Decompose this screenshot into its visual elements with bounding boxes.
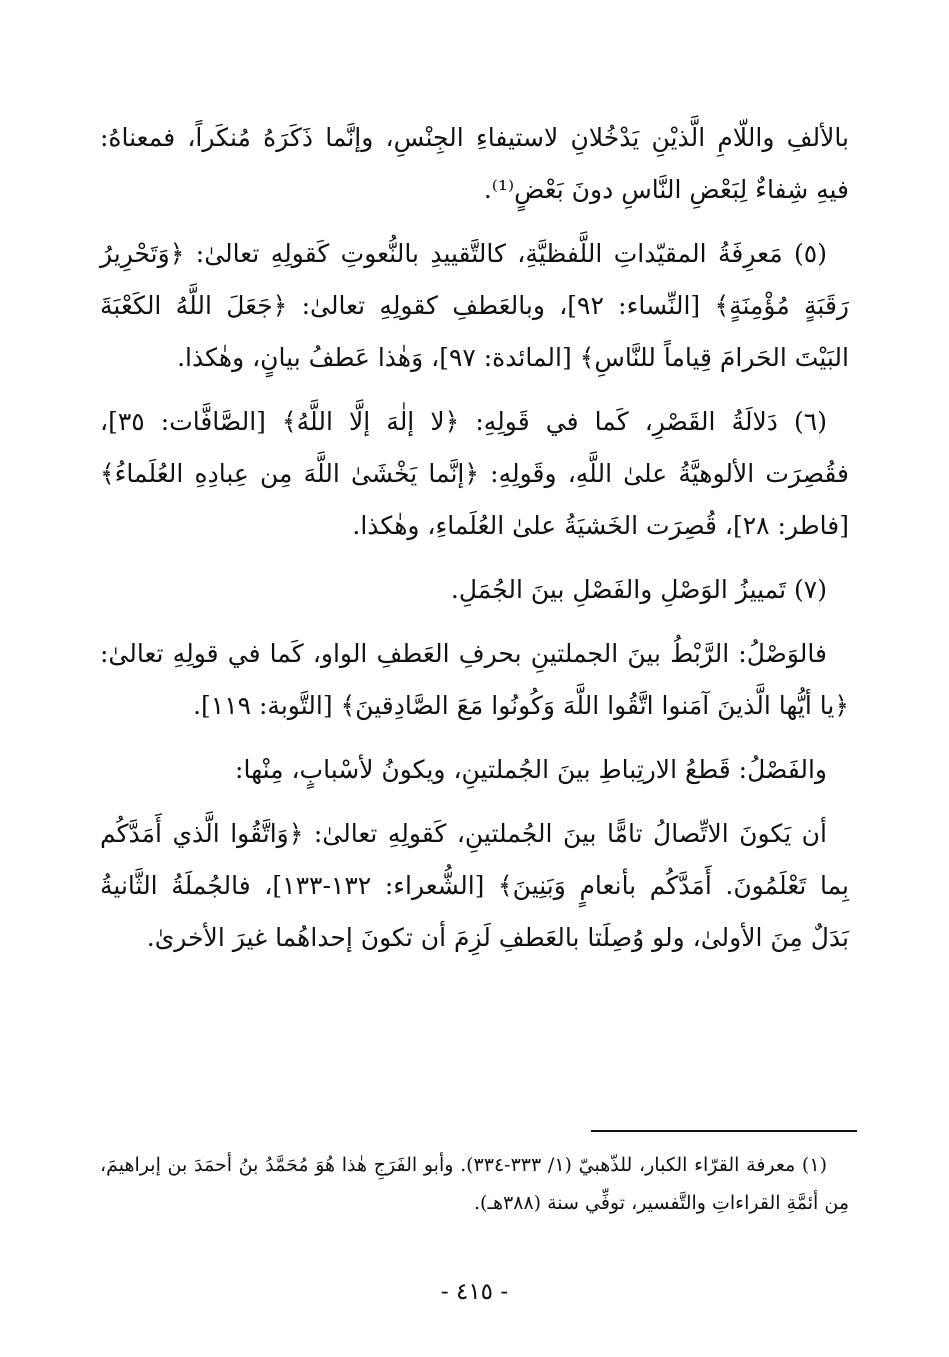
paragraph-1: بالألفِ واللّامِ الَّذيْنِ يَدْخُلانِ لاستيفاءِ الجِنْسِ، وإنَّما ذَكَرَهُ مُنكَراً، فمعناهُ: فيهِ شِفاءٌ لِبَعْضِ النَّاسِ دونَ بَعْضٍ⁽¹⁾. <box>100 123 849 204</box>
paragraph-7: أن يَكونَ الاتِّصالُ تامًّا بينَ الجُملتينِ، كَقولِهِ تعالىٰ: ﴿وَاتَّقُوا الَّذي أَمَدَّكُم بِما تَعْلَمُونَ. أَمَدَّكُم بأنعامٍ وَبَنِينَ﴾ [الشُّعراء: ١٣٢-١٣٣]، فالجُملَةُ الثَّانيةُ بَدَلٌ مِنَ الأولىٰ، ولو وُصِلَتا بالعَطفِ لَزِمَ أن تكونَ إحداهُما غيرَ الأخرىٰ. <box>100 819 849 952</box>
footnotes <box>100 1146 849 1222</box>
paragraph-6: والفَصْلُ: قَطعُ الارتِباطِ بينَ الجُملتينِ، ويكونُ لأسْبابٍ، مِنْها: <box>235 755 827 784</box>
paragraph-5: فالوَصْلُ: الرَّبْطُ بينَ الجملتينِ بحرفِ العَطفِ الواو، كَما في قولِهِ تعالىٰ: ﴿يا أيُّها الَّذينَ آمَنوا اتَّقُوا اللَّهَ وَكُونُوا مَعَ الصَّادِقينَ﴾ [التَّوبة: ١١٩]. <box>100 639 849 720</box>
paragraph-2: (٥) مَعرِفَةُ المقيّداتِ اللَّفظيَّةِ، كالتَّقييدِ بالنُّعوتِ كَقولِهِ تعالىٰ: ﴿وَتَحْرِيرُ رَقَبَةٍ مُؤْمِنَةٍ﴾ [النِّساء: ٩٢]، وبالعَطفِ كقولِهِ تعالىٰ: ﴿جَعَلَ اللَّهُ الكَعْبَةَ البَيْتَ الحَرامَ قِياماً للنَّاسِ﴾ [المائدة: ٩٧]، وَهٰذا عَطفُ بيانٍ، وهٰكذا. <box>100 239 849 372</box>
paragraph-4: (٧) تَمييزُ الوَصْلِ والفَصْلِ بينَ الجُمَلِ. <box>450 575 827 604</box>
page-number: - ٤١٥ - <box>440 1279 509 1305</box>
main-text <box>100 112 849 976</box>
footnote-1: (١) معرفة القرّاء الكبار، للذّهبيّ (١/ ٣٣٣-٣٣٤). وأبو الفَرَجِ هٰذا هُوَ مُحَمَّدُ بنُ أحمَدَ بن إبراهيمَ، مِن أئمَّةِ القراءاتِ والتَّفسير، توفِّي سنة (٣٨٨هـ). <box>100 1154 849 1214</box>
footnote-divider <box>591 1130 857 1132</box>
paragraph-3: (٦) دَلالَةُ القَصْرِ، كَما في قَولِهِ: ﴿لا إلٰهَ إلَّا اللَّهُ﴾ [الصَّافَّات: ٣٥]، فقُصِرَت الألوهيَّةُ علىٰ اللَّهِ، وقَولِهِ: ﴿إنَّما يَخْشَىٰ اللَّهَ مِن عِبادِهِ العُلَماءُ﴾ [فاطر: ٢٨]، قُصِرَت الخَشيَةُ علىٰ العُلَماءِ، وهٰكذا. <box>100 407 849 540</box>
